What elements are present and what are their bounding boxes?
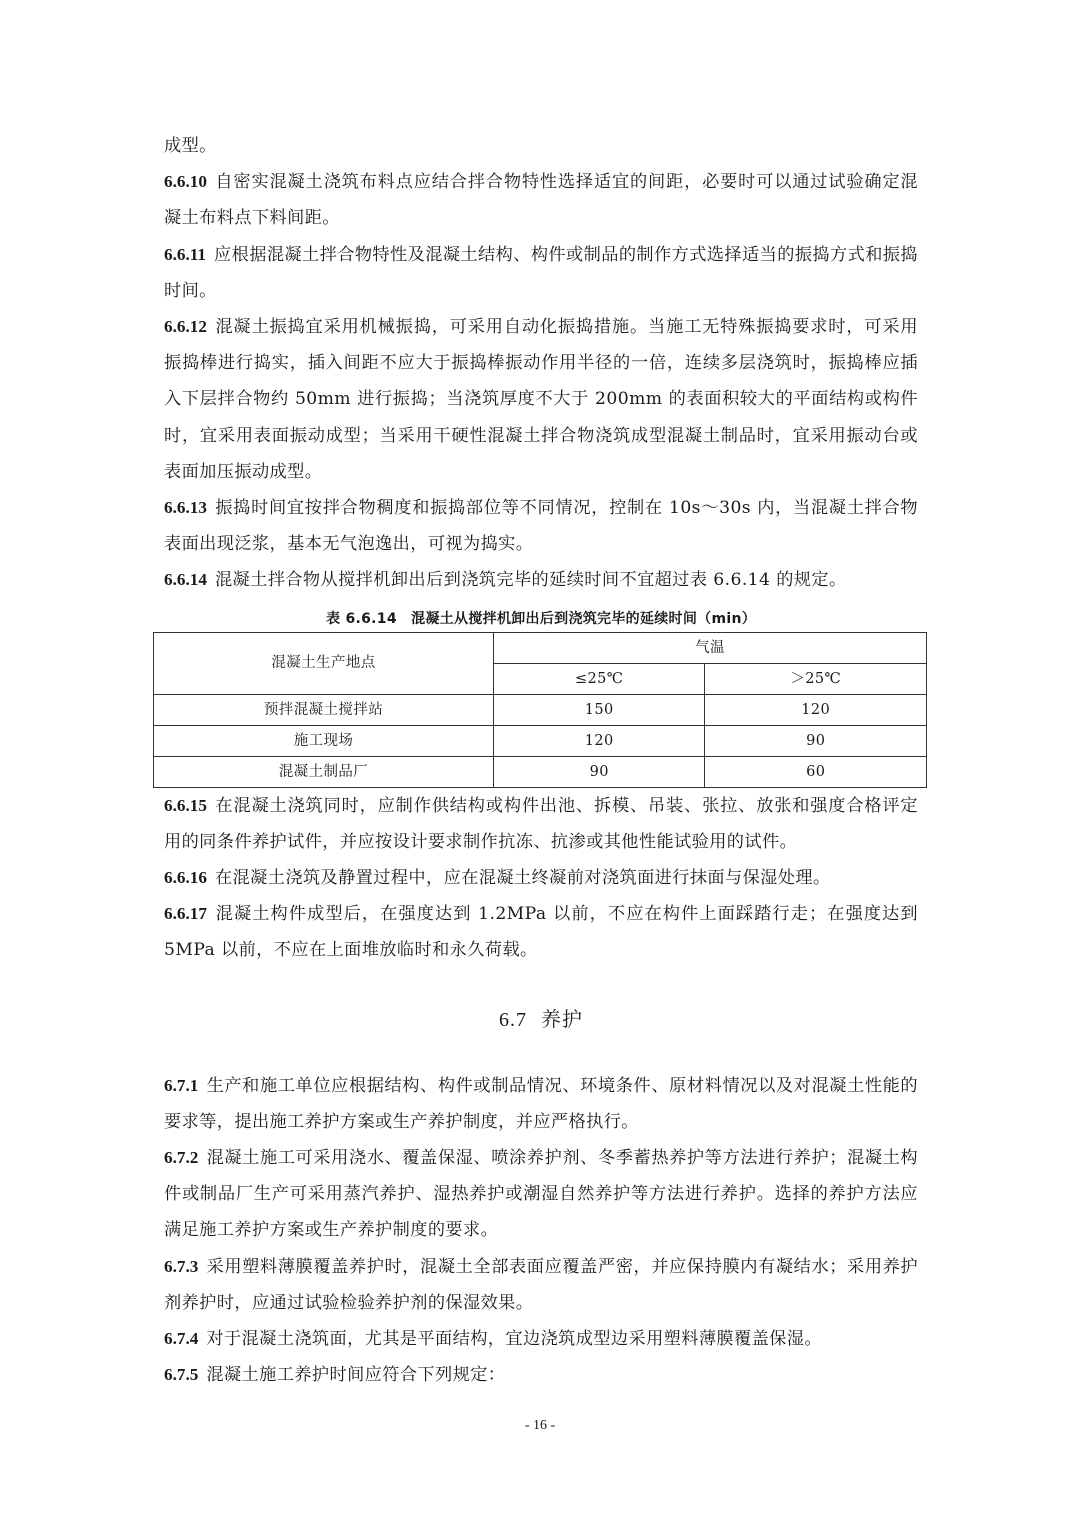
table-row <box>154 756 927 787</box>
header-temperature: 气温 <box>494 632 927 663</box>
duration-table <box>153 632 927 788</box>
clause-text: 混凝土施工养护时间应符合下列规定： <box>206 1365 506 1386</box>
header-temp-high: ＞25℃ <box>705 663 927 694</box>
clause-paragraph <box>164 1140 918 1249</box>
clause-text: 振捣时间宜按拌合物稠度和振捣部位等不同情况，控制在 10s～30s 内，当混凝土拌合物表面出现泛浆，基本无气泡逸出，可视为捣实。 <box>164 498 918 555</box>
header-production-place: 混凝土生产地点 <box>154 632 494 694</box>
clause-paragraph <box>164 490 918 562</box>
clause-group-6-6-b <box>164 788 918 969</box>
clause-group-6-6-a <box>164 128 918 599</box>
clause-paragraph <box>164 128 918 164</box>
clause-paragraph <box>164 1249 918 1321</box>
clause-paragraph <box>164 1357 918 1393</box>
clause-number: 6.7.5 <box>164 1365 199 1385</box>
clause-text: 对于混凝土浇筑面，尤其是平面结构，宜边浇筑成型边采用塑料薄膜覆盖保湿。 <box>206 1329 822 1350</box>
cell-value-high: 120 <box>705 694 927 725</box>
cell-value-low: 150 <box>494 694 705 725</box>
cell-place: 混凝土制品厂 <box>154 756 494 787</box>
clause-number: 6.6.12 <box>164 317 207 337</box>
section-title-text: 养护 <box>541 1006 583 1031</box>
clause-text: 混凝土构件成型后，在强度达到 1.2MPa 以前，不应在构件上面踩踏行走；在强度达到 5MPa 以前，不应在上面堆放临时和永久荷载。 <box>164 904 918 961</box>
table-row <box>154 694 927 725</box>
page-number: - 16 - <box>524 1418 556 1433</box>
clause-paragraph <box>164 860 918 896</box>
clause-text: 在混凝土浇筑及静置过程中，应在混凝土终凝前对浇筑面进行抹面与保湿处理。 <box>214 868 831 889</box>
table-header-row <box>154 632 927 663</box>
table-row <box>154 725 927 756</box>
clause-text: 应根据混凝土拌合物特性及混凝土结构、构件或制品的制作方式选择适当的振捣方式和振捣时间。 <box>164 244 918 301</box>
cell-place: 施工现场 <box>154 725 494 756</box>
cell-place: 预拌混凝土搅拌站 <box>154 694 494 725</box>
clause-paragraph <box>164 1321 918 1357</box>
cell-value-high: 60 <box>705 756 927 787</box>
clause-paragraph <box>164 309 918 490</box>
clause-text: 生产和施工单位应根据结构、构件或制品情况、环境条件、原材料情况以及对混凝土性能的要求等，提出施工养护方案或生产养护制度，并应严格执行。 <box>164 1075 918 1132</box>
cell-value-low: 120 <box>494 725 705 756</box>
clause-text: 自密实混凝土浇筑布料点应结合拌合物特性选择适宜的间距，必要时可以通过试验确定混凝土布料点下料间距。 <box>164 172 918 229</box>
clause-paragraph <box>164 237 918 309</box>
section-heading <box>164 1005 918 1034</box>
clause-number: 6.6.11 <box>164 244 207 264</box>
cell-value-high: 90 <box>705 725 927 756</box>
clause-text: 采用塑料薄膜覆盖养护时，混凝土全部表面应覆盖严密，并应保持膜内有凝结水；采用养护剂养护时，应通过试验检验养护剂的保湿效果。 <box>164 1256 918 1313</box>
clause-number: 6.6.14 <box>164 570 207 590</box>
clause-text: 在混凝土浇筑同时，应制作供结构或构件出池、拆模、吊装、张拉、放张和强度合格评定用的同条件养护试件，并应按设计要求制作抗冻、抗渗或其他性能试验用的试件。 <box>164 795 918 852</box>
clause-text: 混凝土拌合物从搅拌机卸出后到浇筑完毕的延续时间不宜超过表 6.6.14 的规定。 <box>214 570 847 591</box>
clause-paragraph <box>164 788 918 860</box>
clause-number: 6.7.1 <box>164 1075 199 1095</box>
clause-text: 混凝土施工可采用浇水、覆盖保湿、喷涂养护剂、冬季蓄热养护等方法进行养护；混凝土构件或制品厂生产可采用蒸汽养护、湿热养护或潮湿自然养护等方法进行养护。选择的养护方法应满足施工养护方案或生产养护制度的要求。 <box>164 1148 918 1241</box>
clause-number: 6.6.16 <box>164 868 207 888</box>
header-temp-low: ≤25℃ <box>494 663 705 694</box>
clause-number: 6.7.4 <box>164 1329 199 1349</box>
clause-number: 6.6.17 <box>164 904 207 924</box>
clause-paragraph <box>164 1068 918 1140</box>
clause-number: 6.7.2 <box>164 1148 199 1168</box>
document-page <box>164 128 918 1393</box>
clause-paragraph <box>164 896 918 968</box>
clause-paragraph <box>164 164 918 236</box>
clause-paragraph <box>164 562 918 598</box>
table-caption: 表 6.6.14 混凝土从搅拌机卸出后到浇筑完毕的延续时间（min） <box>325 610 757 627</box>
cell-value-low: 90 <box>494 756 705 787</box>
clause-text: 成型。 <box>164 136 217 156</box>
clause-number: 6.6.13 <box>164 498 207 518</box>
clause-number: 6.6.15 <box>164 795 207 815</box>
clause-group-6-7 <box>164 1068 918 1394</box>
clause-number: 6.7.3 <box>164 1256 199 1276</box>
clause-number: 6.6.10 <box>164 172 207 192</box>
section-number: 6.7 <box>499 1008 527 1031</box>
clause-text: 混凝土振捣宜采用机械振捣，可采用自动化振捣措施。当施工无特殊振捣要求时，可采用振捣棒进行捣实，插入间距不应大于振捣棒振动作用半径的一倍，连续多层浇筑时，振捣棒应插入下层拌合物约 50mm 进行振捣；当浇筑厚度不大于 200mm 的表面积较大的平面结构或构件时，宜采用表面振动成型；当采用干硬性混凝土拌合物浇筑成型混凝土制品时，宜采用振动台或表面加压振动成型。 <box>164 317 918 482</box>
